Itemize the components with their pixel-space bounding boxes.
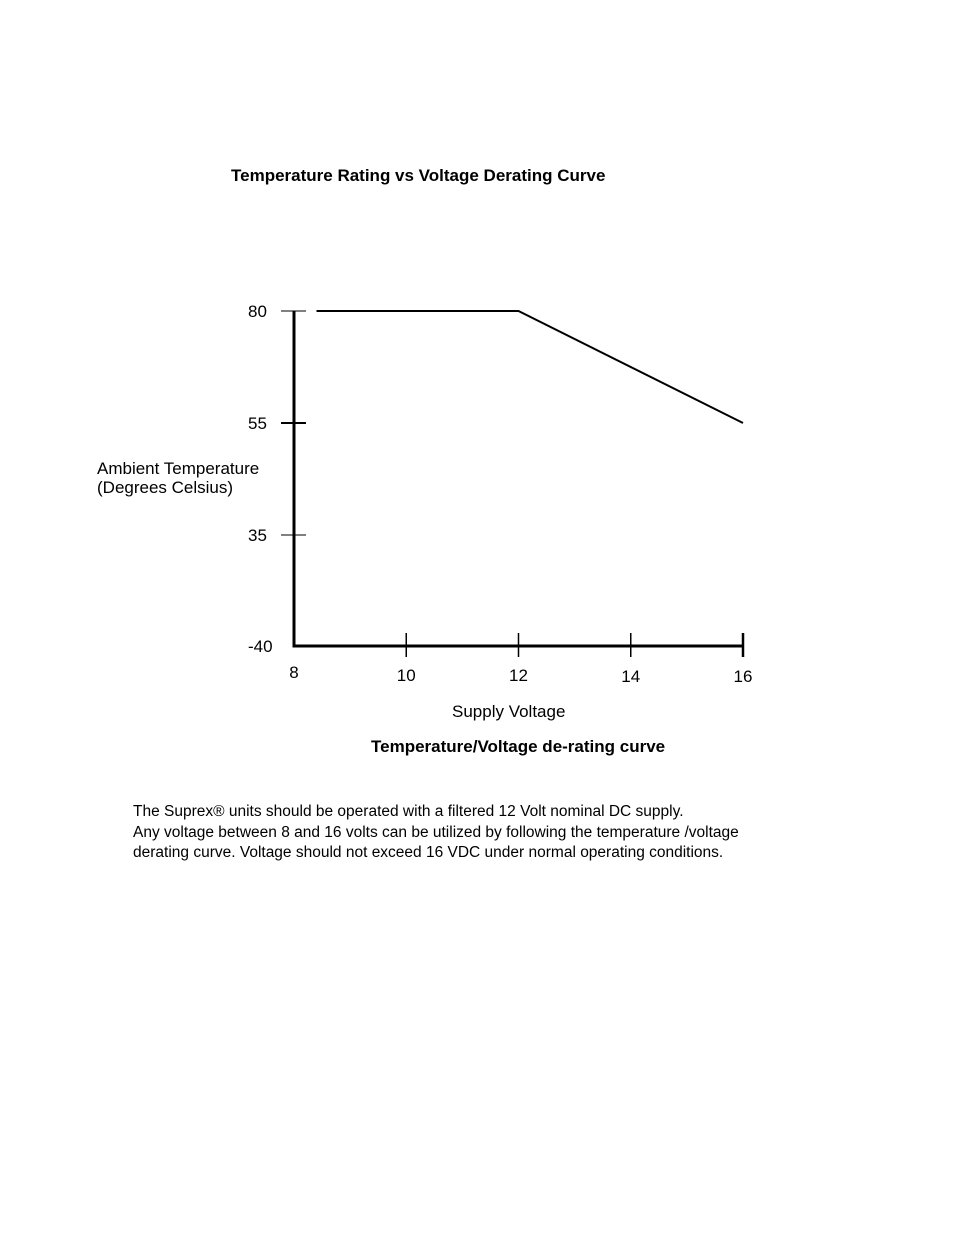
supply-note: [133, 802, 739, 864]
y-tick-label-80: 80: [248, 302, 267, 321]
y-axis-label-line-2: (Degrees Celsius): [97, 478, 234, 497]
x-tick-label-14: 14: [621, 667, 641, 686]
y-tick-label-55: 55: [248, 414, 267, 433]
chart-axes: [293, 311, 745, 648]
note-line-1: The Suprex® units should be operated with a filtered 12 Volt nominal DC supply.: [133, 803, 684, 820]
x-tick-label-10: 10: [396, 666, 416, 685]
y-tick-label--40: -40: [248, 637, 273, 656]
x-tick-label-12: 12: [509, 666, 528, 685]
y-tick-label-35: 35: [248, 526, 267, 545]
y-axis-label-line-1: Ambient Temperature: [97, 459, 260, 478]
series-group: [317, 311, 744, 423]
x-tick-label-8: 8: [289, 663, 299, 682]
x-ticks: [289, 633, 752, 686]
y-axis-label: [97, 459, 259, 497]
series-line-0: [317, 311, 744, 423]
chart-title: Temperature Rating vs Voltage Derating Curve: [231, 166, 606, 185]
note-line-3: derating curve. Voltage should not exceed 16 VDC under normal operating conditions.: [133, 844, 724, 861]
note-line-2: Any voltage between 8 and 16 volts can be utilized by following the temperature /voltage: [133, 823, 739, 841]
x-tick-label-16: 16: [733, 667, 753, 686]
x-axis-label: Supply Voltage: [452, 702, 566, 721]
chart-caption: Temperature/Voltage de-rating curve: [371, 737, 666, 756]
